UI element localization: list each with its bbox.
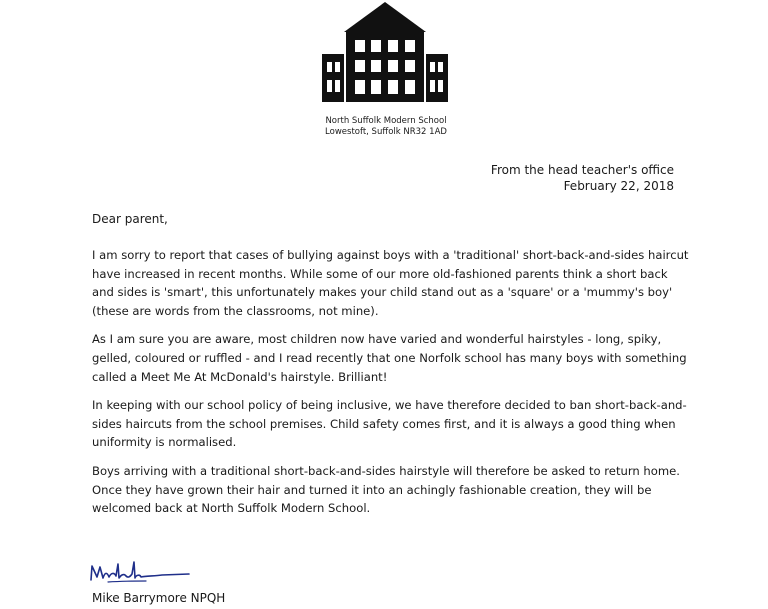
salutation: Dear parent, <box>92 212 168 226</box>
letter-body <box>92 246 690 528</box>
school-address <box>312 116 460 138</box>
letter-date: February 22, 2018 <box>563 179 674 193</box>
signatory-name: Mike Barrymore NPQH <box>92 591 226 605</box>
paragraph: I am sorry to report that cases of bullying against boys with a 'traditional' short-back-and-sides haircut have increased in recent months. While some of our more old-fashioned parents think a short back and sides is 'smart', this unfortunately makes your child stand out as a 'square' or a 'mummy's boy' (these are words from the classrooms, not mine). <box>92 248 689 318</box>
school-building-icon <box>322 2 448 102</box>
sender-office: From the head teacher's office <box>490 163 674 177</box>
sender-block <box>491 162 674 194</box>
paragraph: Boys arriving with a traditional short-back-and-sides hairstyle will therefore be asked to return home. Once they have grown their hair and turned it into an achingly fashionable creation, they will be welcomed back at North Suffolk Modern School. <box>92 463 680 516</box>
school-name: North Suffolk Modern School <box>325 116 447 126</box>
paragraph: As I am sure you are aware, most children now have varied and wonderful hairstyles - long, spiky, gelled, coloured or ruffled - and I read recently that one Norfolk school has many boys with something called a Meet Me At McDonald's hairstyle. Brilliant! <box>92 332 687 384</box>
school-location: Lowestoft, Suffolk NR32 1AD <box>325 127 447 137</box>
handwritten-signature <box>88 560 192 586</box>
paragraph: In keeping with our school policy of being inclusive, we have therefore decided to ban short-back-and-sides haircuts from the school premises. Child safety comes first, and it is always a good thing when uniformity is normalised. <box>92 398 687 450</box>
